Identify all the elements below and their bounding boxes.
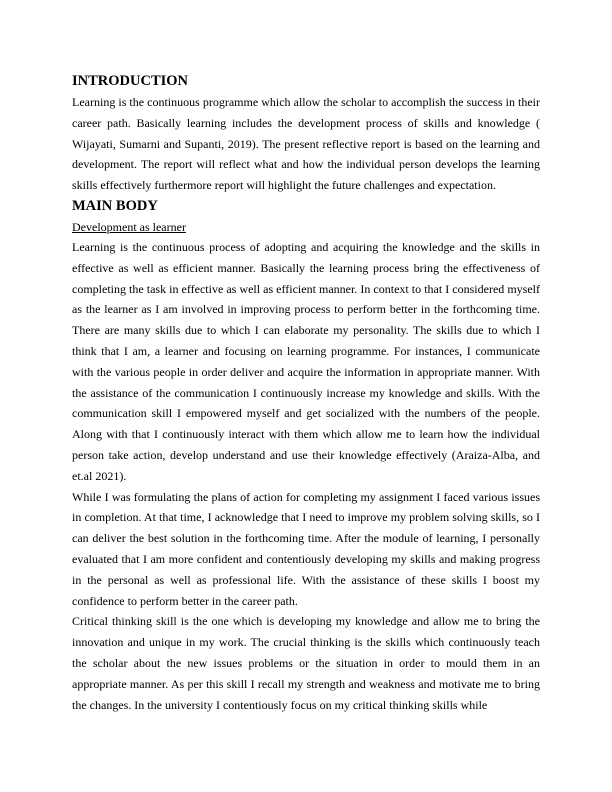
introduction-heading: INTRODUCTION [72, 73, 189, 89]
introduction-paragraph: Learning is the continuous programme which allow the scholar to accomplish the success in their career path. Basically learning includes the development process of skills and knowledge ( Wijayati, Sumarni and Supanti, 2019). The present reflective report is based on the learning and development. The report will reflect what and how the individual person develops the learning skills effectively furthermore report will highlight the future challenges and expectation. [72, 95, 540, 193]
development-as-learner-subheading: Development as learner [72, 219, 186, 234]
body-paragraph-problem-solving: While I was formulating the plans of action for completing my assignment I faced various issues in completion. At that time, I acknowledge that I need to improve my problem solving skills, so I can deliver the best solution in the forthcoming time. After the module of learning, I personally evaluated that I am more confident and contentiously developing my skills and making progress in the personal as well as professional life. With the assistance of these skills I boost my confidence to perform better in the career path. [72, 489, 540, 608]
body-paragraph-critical-thinking: Critical thinking skill is the one which is developing my knowledge and allow me to bring the innovation and unique in my work. The crucial thinking is the skills which continuously teach the scholar about the new issues problems or the situation in order to mould them in an appropriate manner. As per this skill I recall my strength and weakness and motivate me to bring the changes. In the university I contentiously focus on my critical thinking skills while [72, 614, 540, 712]
body-paragraph-learning-process: Learning is the continuous process of adopting and acquiring the knowledge and the skills in effective as well as efficient manner. Basically the learning process bring the effectiveness of completing the task in effective as well as efficient manner. In context to that I considered myself as the learner as I am involved in improving process to perform better in the forthcoming time. There are many skills due to which I can elaborate my personality. The skills due to which I think that I am, a learner and focusing on learning programme. For instances, I communicate with the various people in order deliver and acquire the information in appropriate manner. With the assistance of the communication I continuously increase my knowledge and skills. With the communication skill I empowered myself and get socialized with the numbers of the people. Along with that I continuously interact with them which allow me to learn how the individual person take action, develop understand and use their knowledge effectively (Araiza-Alba, and et.al 2021). [72, 239, 540, 483]
main-body-heading: MAIN BODY [72, 197, 158, 214]
